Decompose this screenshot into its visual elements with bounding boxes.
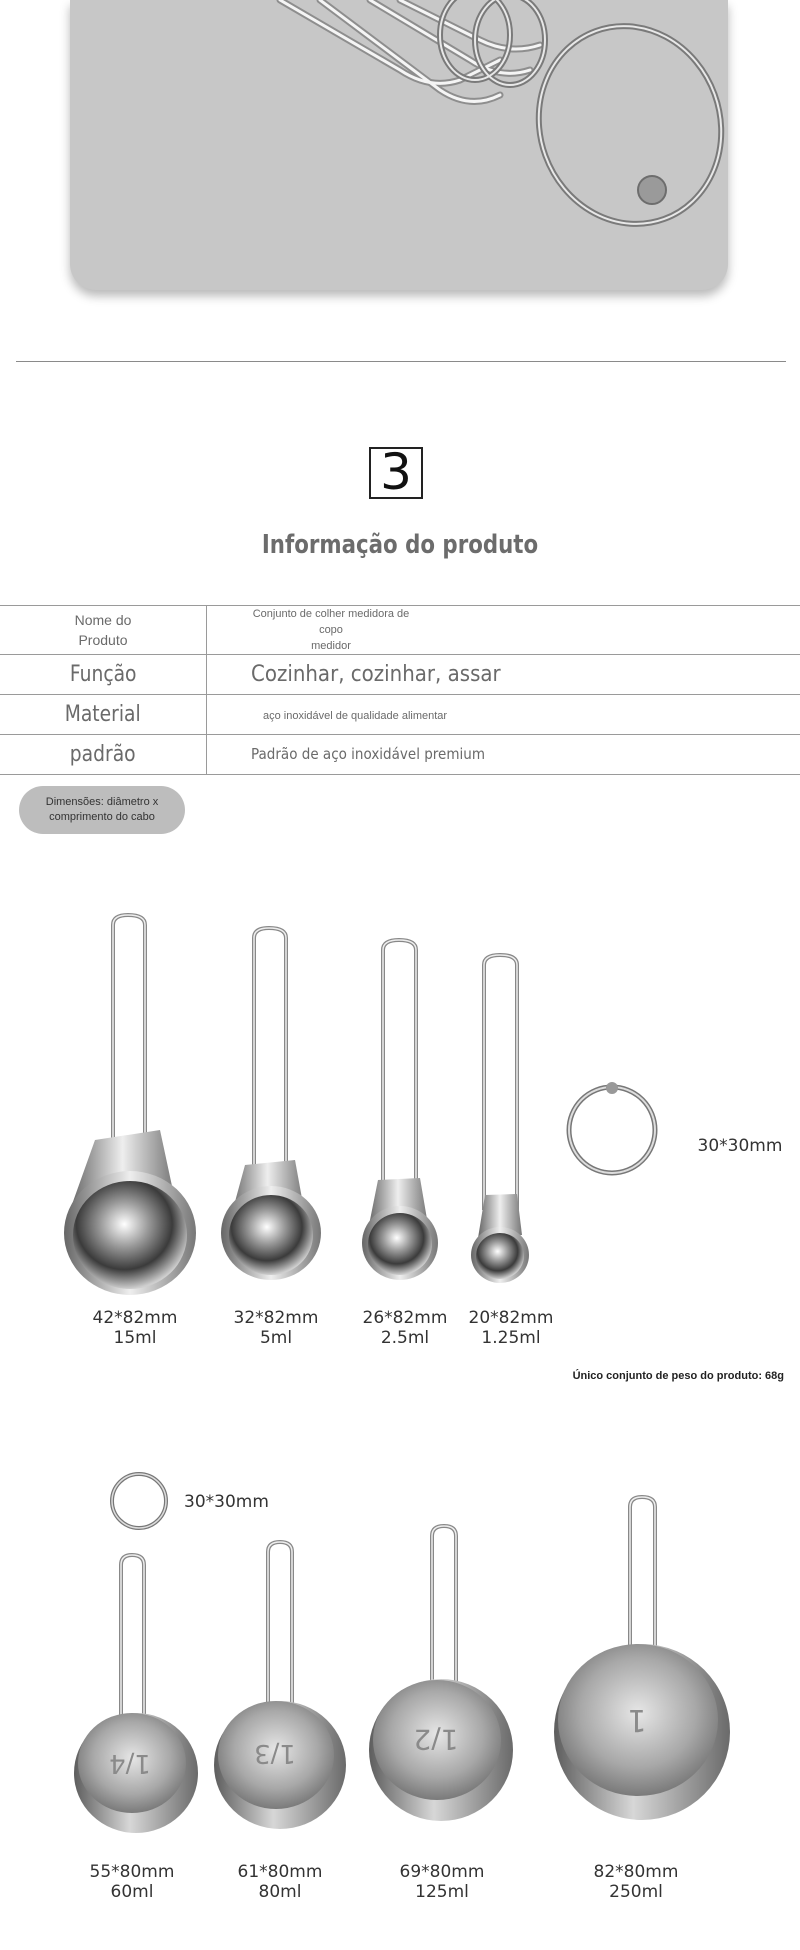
- spoon-size: 42*82mm: [92, 1308, 178, 1328]
- svg-text:1/3: 1/3: [254, 1738, 296, 1768]
- cup-size-label: [225, 1862, 335, 1902]
- material-key: Material: [65, 702, 141, 727]
- cup-volume: 125ml: [415, 1882, 469, 1902]
- spoon-size: 26*82mm: [362, 1308, 448, 1328]
- cup-size-label: [387, 1862, 497, 1902]
- standard-key: padrão: [70, 742, 136, 767]
- cup-size: 55*80mm: [89, 1862, 175, 1882]
- spoon-volume: 5ml: [259, 1328, 293, 1348]
- section-title: Informação do produto: [261, 530, 539, 560]
- function-value: Cozinhar, cozinhar, assar: [251, 662, 501, 687]
- product-weight-note: Único conjunto de peso do produto: 68g: [572, 1370, 784, 1382]
- section-number: 3: [369, 447, 423, 499]
- cup-volume: 250ml: [609, 1882, 663, 1902]
- function-key: Função: [69, 662, 137, 687]
- table-row: [0, 735, 800, 775]
- cup-size: 61*80mm: [237, 1862, 323, 1882]
- cup-size-label: [581, 1862, 691, 1902]
- spoon-size-label: [456, 1308, 566, 1348]
- table-row: [0, 655, 800, 695]
- table-key-cell: [0, 695, 207, 735]
- spoon-size-label: [80, 1308, 190, 1348]
- spoon-handles-illustration: [70, 0, 728, 290]
- measuring-spoons-illustration: [0, 900, 800, 1300]
- product-name-key: Nome do Produto: [74, 612, 132, 648]
- spoon-size: 32*82mm: [233, 1308, 319, 1328]
- table-key-cell: [0, 606, 207, 655]
- table-row: [0, 695, 800, 735]
- spoon-size: 20*82mm: [468, 1308, 554, 1328]
- svg-text:1/4: 1/4: [109, 1748, 151, 1778]
- svg-text:1/2: 1/2: [413, 1723, 459, 1756]
- cup-size: 69*80mm: [399, 1862, 485, 1882]
- measuring-cups-illustration: [0, 1430, 800, 1850]
- table-value-cell: [207, 695, 800, 735]
- product-info-table: [0, 605, 800, 775]
- spoon-volume: 2.5ml: [380, 1328, 430, 1348]
- table-key-cell: [0, 655, 207, 695]
- cup-size-label: [77, 1862, 187, 1902]
- spoon-size-label: [350, 1308, 460, 1348]
- spoon-size-label: [221, 1308, 331, 1348]
- dimensions-badge: Dimensões: diâmetro x comprimento do cabo: [19, 786, 185, 834]
- ring-size-label-1: 30*30mm: [697, 1136, 783, 1156]
- table-value-cell: [207, 735, 800, 775]
- standard-value: Padrão de aço inoxidável premium: [251, 745, 485, 763]
- table-value-cell: [207, 606, 800, 655]
- table-row: [0, 606, 800, 655]
- spoon-volume: 15ml: [113, 1328, 157, 1348]
- cup-volume: 60ml: [110, 1882, 154, 1902]
- cup-volume: 80ml: [258, 1882, 302, 1902]
- ring-size-label-2: 30*30mm: [184, 1492, 269, 1512]
- cup-size: 82*80mm: [593, 1862, 679, 1882]
- material-value: aço inoxidável de qualidade alimentar: [263, 709, 448, 722]
- section-divider: [16, 361, 786, 362]
- table-value-cell: [207, 655, 800, 695]
- spoon-volume: 1.25ml: [481, 1328, 541, 1348]
- product-photo-top: [70, 0, 728, 290]
- table-key-cell: [0, 735, 207, 775]
- product-name-value: Conjunto de colher medidora de copo medidor: [252, 608, 410, 652]
- svg-text:1: 1: [627, 1702, 647, 1737]
